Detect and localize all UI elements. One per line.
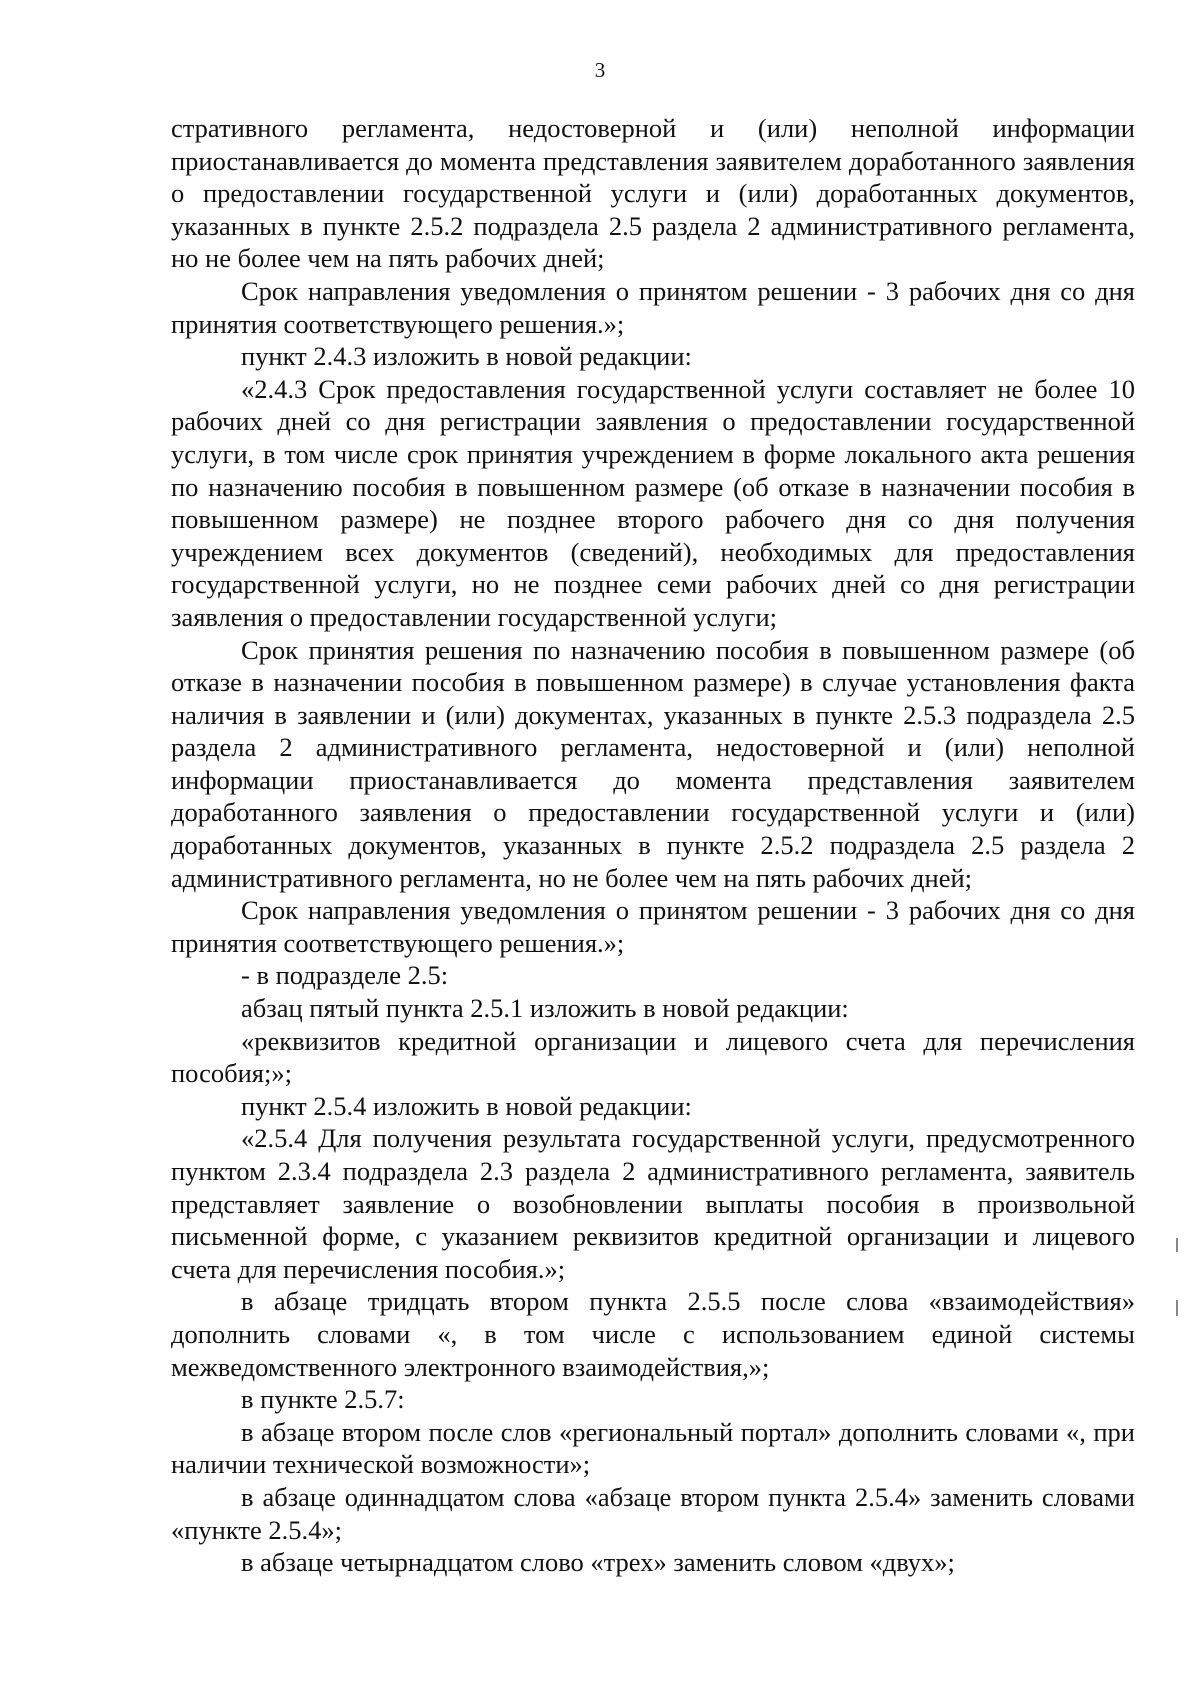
paragraph-amend-2-5-1: абзац пятый пункта 2.5.1 изложить в новой редакции: bbox=[241, 993, 849, 1024]
paragraph-amend-2-4-3: пункт 2.4.3 изложить в новой редакции: bbox=[241, 341, 692, 372]
paragraph-notification-deadline-2: Срок направления уведомления о принятом решении - 3 рабочих дня со дня принятия соответствующего решения.»; bbox=[171, 895, 1135, 958]
page-number: 3 bbox=[594, 58, 606, 82]
paragraph-2-5-4-text: «2.5.4 Для получения результата государственной услуги, предусмотренного пунктом 2.3.4 подраздела 2.3 раздела 2 административного регламента, заявитель представляет заявление о возобновлении выплаты пособия в произвольной письменной форме, с указанием реквизитов кредитной организации и лицевого счета для перечисления пособия.»; bbox=[171, 1123, 1135, 1284]
scan-artifact-mark bbox=[1176, 1238, 1178, 1252]
paragraph-2-5-7-eleventh: в абзаце одиннадцатом слова «абзаце втором пункта 2.5.4» заменить словами «пункте 2.5.4»; bbox=[171, 1481, 1135, 1545]
paragraph-notification-deadline: Срок направления уведомления о принятом решении - 3 рабочих дня со дня принятия соответствующего решения.»; bbox=[171, 275, 1135, 339]
paragraph-subsection-2-5: - в подразделе 2.5: bbox=[241, 960, 449, 991]
paragraph-2-5-7-fourteenth: в абзаце четырнадцатом слово «трех» заменить словом «двух»; bbox=[241, 1547, 955, 1578]
paragraph-continuation: стративного регламента, недостоверной и (или) неполной информации приостанавливается до момента представления заявителем доработанного заявления о предоставлении государственной услуги и (или) доработанных документов, указанных в пункте 2.5.2 подраздела 2.5 раздела 2 административного регламента, но не более чем на пять рабочих дней; bbox=[171, 113, 1135, 274]
scan-artifact-mark bbox=[1176, 1300, 1178, 1316]
document-body bbox=[171, 112, 1135, 1579]
paragraph-2-5-1-text: «реквизитов кредитной организации и лицевого счета для перечисления пособия;»; bbox=[171, 1025, 1135, 1089]
paragraph-amend-2-5-5: в абзаце тридцать втором пункта 2.5.5 после слова «взаимодействия» дополнить словами «, в том числе с использованием единой системы межведомственного электронного взаимодействия,»; bbox=[171, 1286, 1135, 1382]
paragraph-2-5-7-second: в абзаце втором после слов «региональный портал» дополнить словами «, при наличии технической возможности»; bbox=[171, 1416, 1135, 1480]
paragraph-amend-2-5-4: пункт 2.5.4 изложить в новой редакции: bbox=[241, 1090, 692, 1121]
paragraph-decision-deadline: Срок принятия решения по назначению пособия в повышенном размере (об отказе в назначении пособия в повышенном размере) в случае установления факта наличия в заявлении и (или) документах, указанных в пункте 2.5.3 подраздела 2.5 раздела 2 административного регламента, недостоверной и (или) неполной информации приостанавливается до момента представления заявителем доработанного заявления о предоставлении государственной услуги и (или) доработанных документов, указанных в пункте 2.5.2 подраздела 2.5 раздела 2 административного регламента, но не более чем на пять рабочих дней; bbox=[171, 634, 1135, 893]
paragraph-point-2-5-7: в пункте 2.5.7: bbox=[241, 1384, 405, 1415]
paragraph-2-4-3-text: «2.4.3 Срок предоставления государственной услуги составляет не более 10 рабочих дней со дня регистрации заявления о предоставлении государственной услуги, в том числе срок принятия учреждением в форме локального акта решения по назначению пособия в повышенном размере (об отказе в назначении пособия в повышенном размере) не позднее второго рабочего дня со дня получения учреждением всех документов (сведений), необходимых для предоставления государственной услуги, но не позднее семи рабочих дней со дня регистрации заявления о предоставлении государственной услуги; bbox=[171, 373, 1135, 632]
